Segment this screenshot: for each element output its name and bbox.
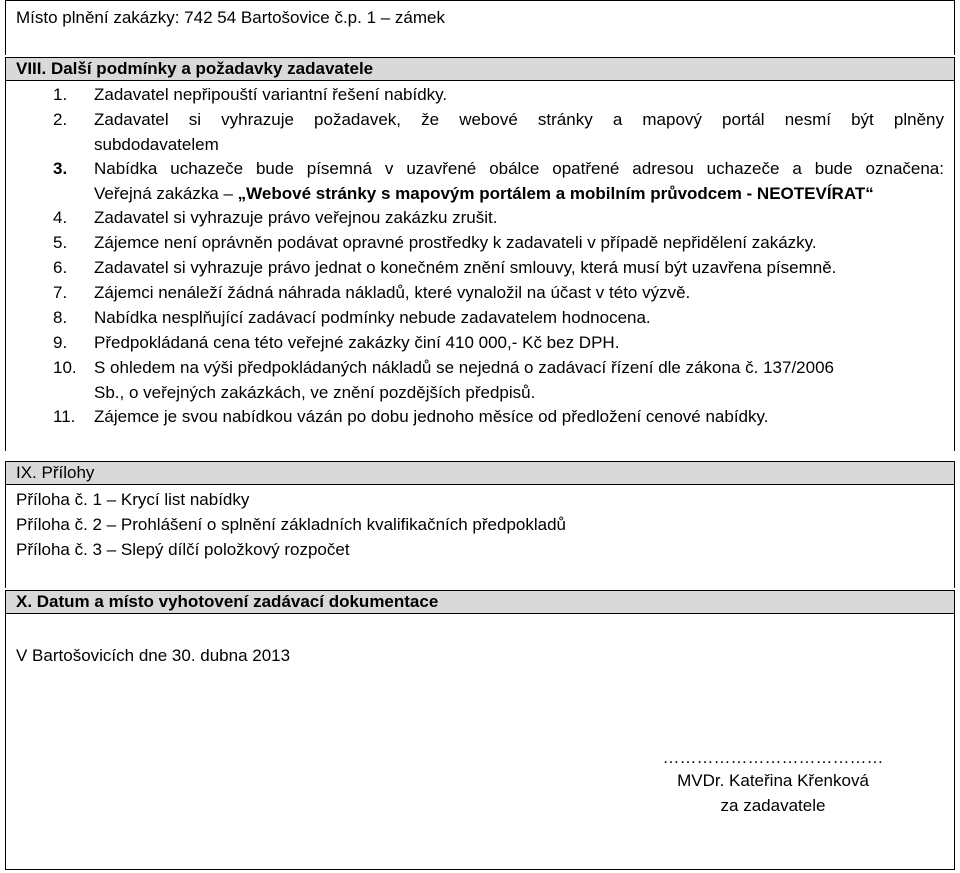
- place-and-date: V Bartošovicích dne 30. dubna 2013: [16, 646, 291, 665]
- item-number: 4.: [53, 208, 68, 227]
- item-number: 3.: [53, 159, 68, 178]
- item-text-cont: Sb., o veřejných zakázkách, ve znění pozdějších předpisů.: [94, 383, 536, 402]
- item-number: 9.: [53, 333, 68, 352]
- item-number: 7.: [53, 283, 68, 302]
- item-number: 11.: [53, 407, 76, 426]
- marking-title: „Webové stránky s mapovým portálem a mobilním průvodcem - NEOTEVÍRAT“: [237, 184, 874, 203]
- item-text: Zadavatel nepřipouští variantní řešení nabídky.: [94, 85, 448, 104]
- signatory-name: MVDr. Kateřina Křenková: [677, 771, 869, 790]
- attachment-1: Příloha č. 1 – Krycí list nabídky: [16, 490, 250, 509]
- section-9-body: [5, 485, 955, 588]
- item-text: Zadavatel si vyhrazuje právo jednat o konečném znění smlouvy, která musí být uzavřena písemně.: [94, 258, 837, 277]
- section-8-heading: VIII. Další podmínky a požadavky zadavatele: [5, 57, 955, 81]
- item-text: Zadavatel si vyhrazuje požadavek, že webové stránky a mapový portál nesmí být plněny: [94, 110, 944, 129]
- signature-line: …………………………………: [662, 748, 884, 767]
- section-10-body: [5, 614, 955, 870]
- section-9-heading: IX. Přílohy: [5, 461, 955, 485]
- item-text: S ohledem na výši předpokládaných nákladů se nejedná o zadávací řízení dle zákona č. 137/2006: [94, 358, 834, 377]
- attachment-2: Příloha č. 2 – Prohlášení o splnění základních kvalifikačních předpokladů: [16, 515, 566, 534]
- place-box: [5, 0, 955, 55]
- item-text-cont: subdodavatelem: [94, 135, 219, 154]
- item-number: 10.: [53, 358, 77, 377]
- place-of-performance: Místo plnění zakázky: 742 54 Bartošovice č.p. 1 – zámek: [16, 8, 445, 27]
- marking-prefix: Veřejná zakázka –: [94, 184, 238, 203]
- item-text: Nabídka uchazeče bude písemná v uzavřené obálce opatřené adresou uchazeče a bude označena:: [94, 159, 944, 178]
- section-10-heading: X. Datum a místo vyhotovení zadávací dokumentace: [5, 590, 955, 614]
- item-number: 1.: [53, 85, 68, 104]
- item-number: 8.: [53, 308, 68, 327]
- item-text: Nabídka nesplňující zadávací podmínky nebude zadavatelem hodnocena.: [94, 308, 651, 327]
- item-number: 2.: [53, 110, 68, 129]
- item-text: Zájemce není oprávněn podávat opravné prostředky k zadavateli v případě nepřidělení zakázky.: [94, 233, 817, 252]
- item-text: Předpokládaná cena této veřejné zakázky činí 410 000,- Kč bez DPH.: [94, 333, 620, 352]
- item-text-cont: [94, 184, 944, 204]
- signatory-role: za zadavatele: [720, 796, 826, 815]
- section-8-body: [5, 81, 955, 451]
- item-text: Zájemci nenáleží žádná náhrada nákladů, které vynaložil na účast v této výzvě.: [94, 283, 691, 302]
- item-number: 6.: [53, 258, 68, 277]
- item-number: 5.: [53, 233, 68, 252]
- item-text: Zájemce je svou nabídkou vázán po dobu jednoho měsíce od předložení cenové nabídky.: [94, 407, 769, 426]
- item-text: Zadavatel si vyhrazuje právo veřejnou zakázku zrušit.: [94, 208, 498, 227]
- attachment-3: Příloha č. 3 – Slepý dílčí položkový rozpočet: [16, 540, 350, 559]
